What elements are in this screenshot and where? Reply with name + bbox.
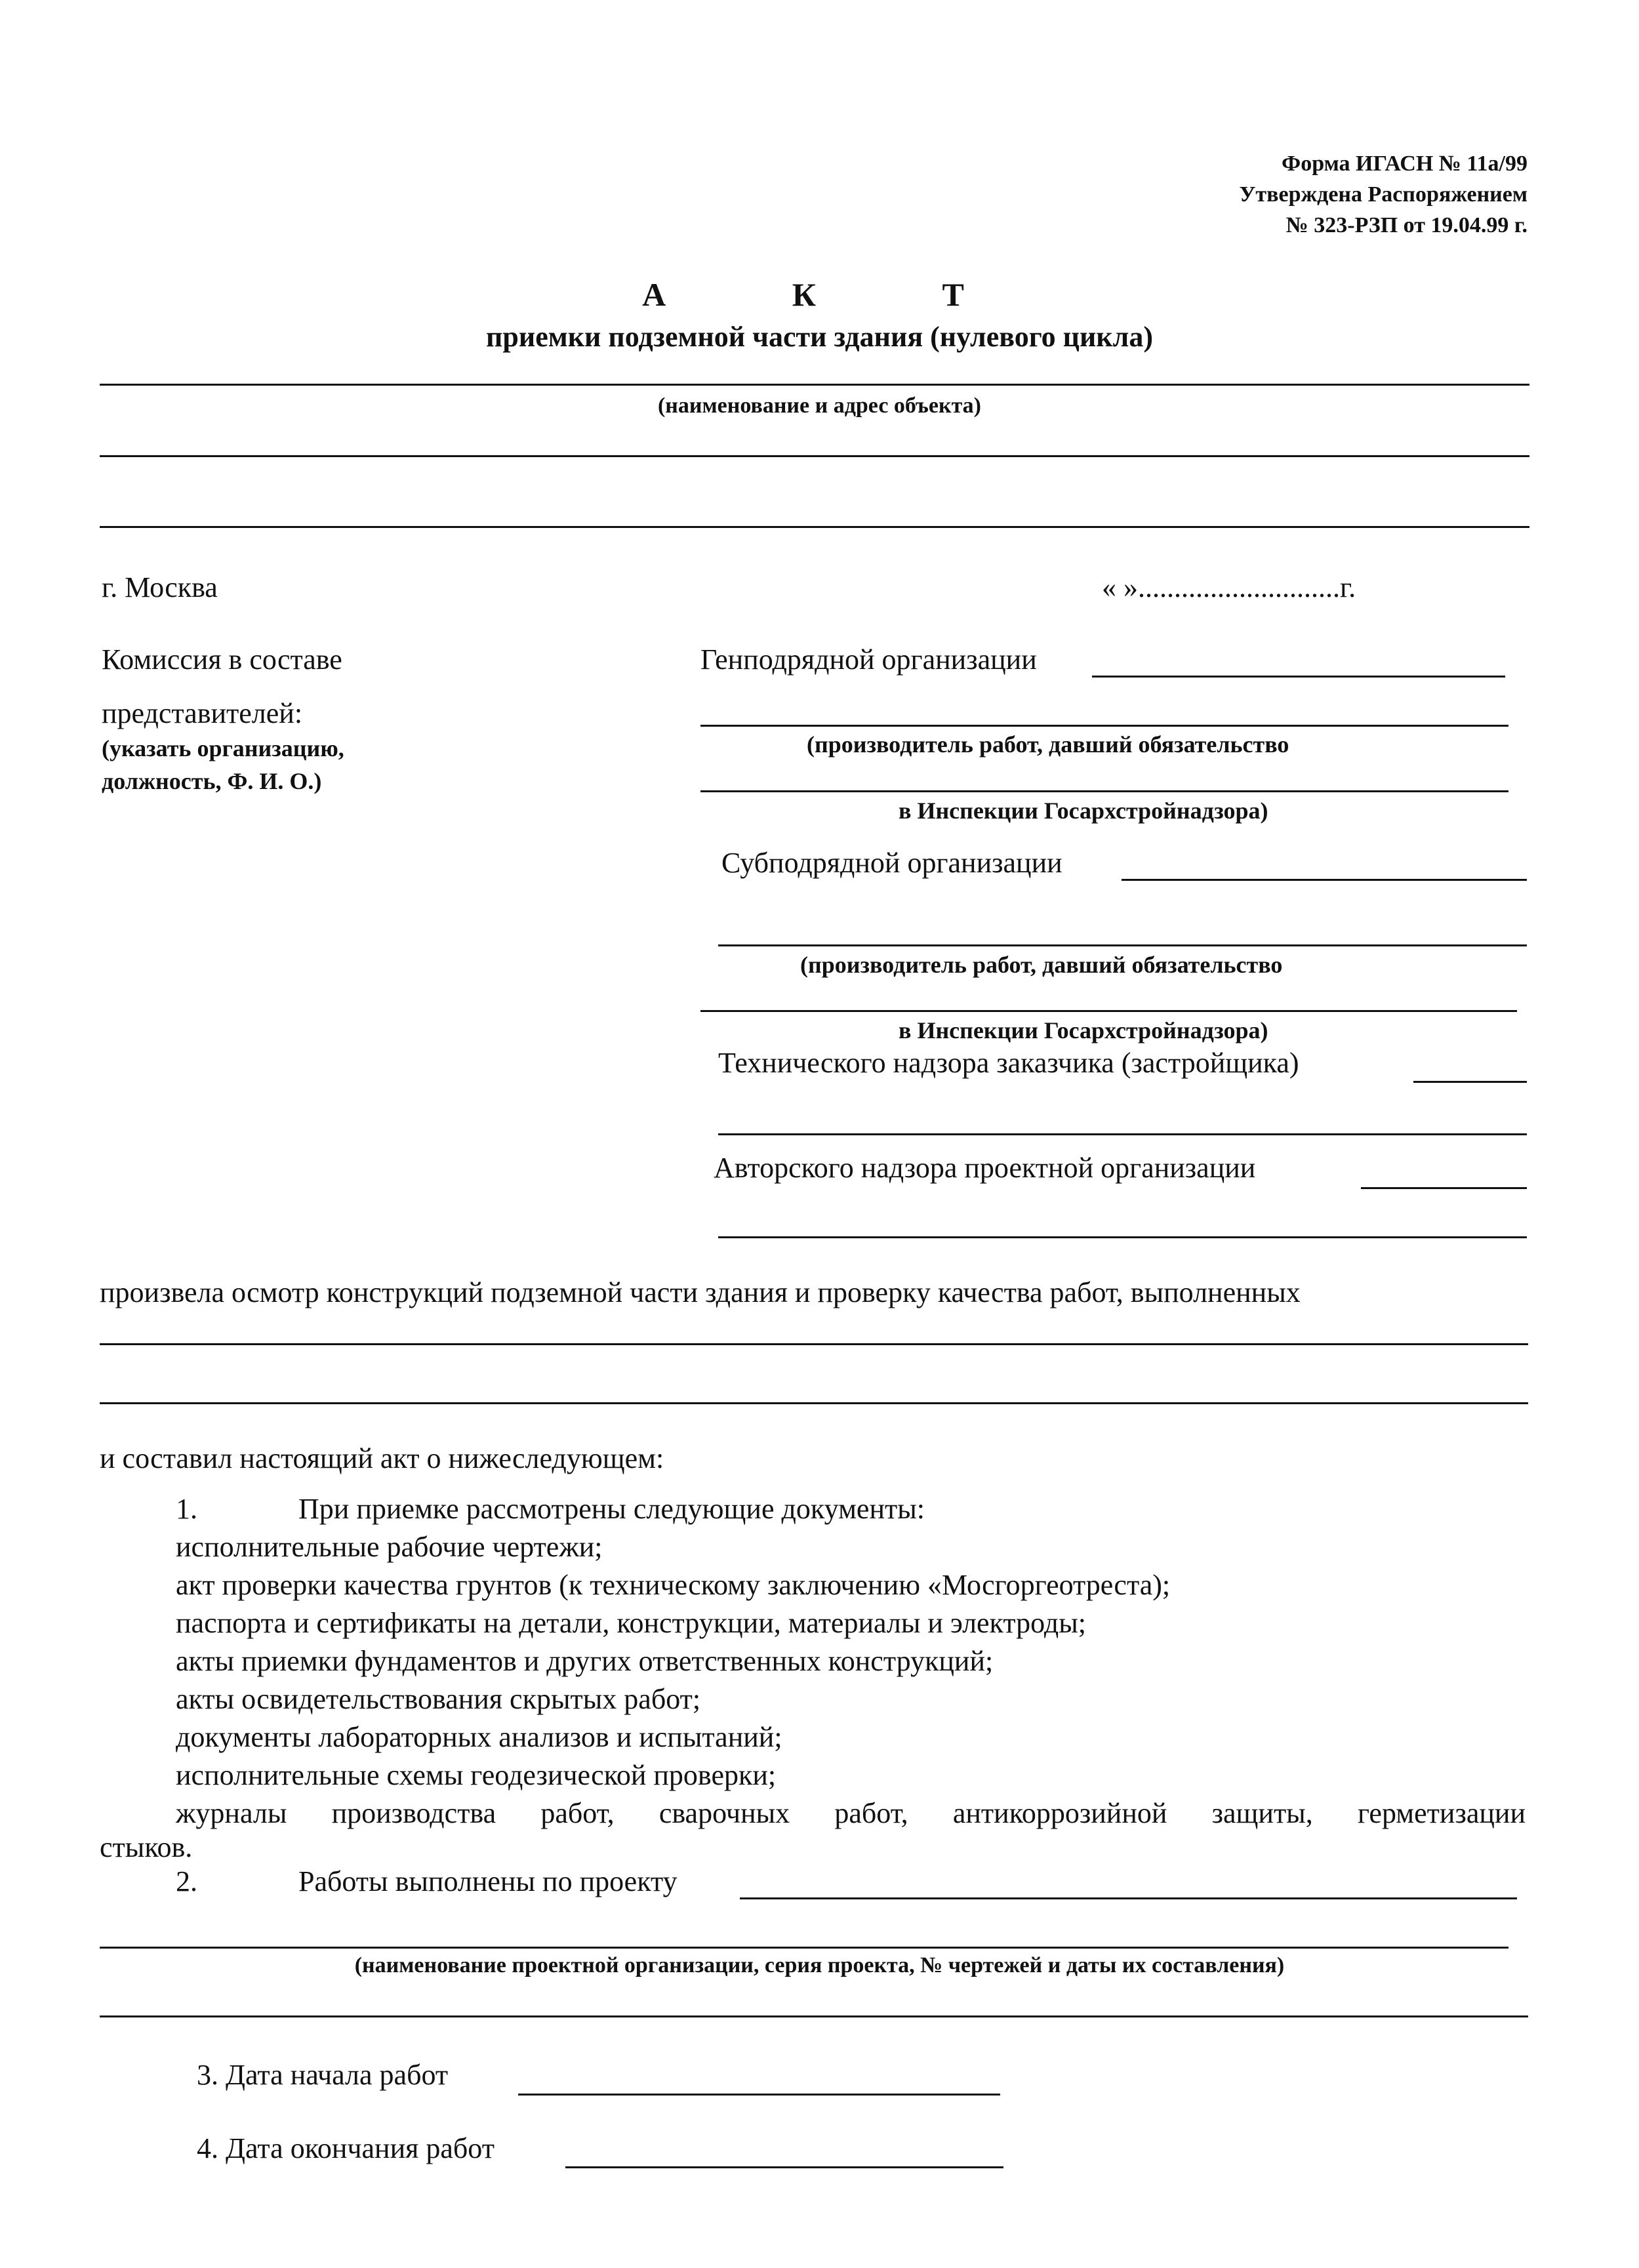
order-line: № 323-РЗП от 19.04.99 г. (1285, 213, 1528, 237)
commission-label: Комиссия в составе (102, 643, 342, 676)
form-number: Форма ИГАСН № 11а/99 (1282, 152, 1528, 176)
project-line-3[interactable] (100, 2015, 1528, 2017)
date-field[interactable]: « »............................г. (1102, 571, 1356, 603)
journals-continuation: стыков. (100, 1831, 193, 1863)
document-subtitle: приемки подземной части здания (нулевого цикла) (486, 321, 1153, 353)
author-supervision-label: Авторского надзора проектной организации (714, 1152, 1256, 1184)
general-contractor-line-3[interactable] (700, 790, 1508, 792)
general-contractor-field[interactable] (1092, 676, 1505, 678)
author-supervision-line-2[interactable] (718, 1236, 1527, 1238)
representatives-label: представителей: (102, 697, 303, 729)
technical-supervision-label: Технического надзора заказчика (застройщика) (718, 1047, 1299, 1079)
start-date-field[interactable] (518, 2094, 1000, 2096)
doc-list-item: исполнительные рабочие чертежи; (176, 1531, 603, 1563)
technical-supervision-field[interactable] (1413, 1081, 1527, 1083)
subcontractor-caption-1: (производитель работ, давший обязательство (800, 952, 1283, 978)
contractor-line-2[interactable] (100, 1402, 1528, 1404)
project-caption: (наименование проектной организации, серия проекта, № чертежей и даты их составления) (354, 1953, 1285, 1977)
document-title: А К Т (642, 276, 1023, 313)
item-2-number: 2. (176, 1865, 197, 1897)
end-date-label: 4. Дата окончания работ (197, 2132, 495, 2164)
approval-line: Утверждена Распоряжением (1239, 182, 1528, 207)
start-date-label: 3. Дата начала работ (197, 2059, 449, 2091)
subcontractor-line-3[interactable] (700, 1010, 1517, 1012)
general-contractor-label: Генподрядной организации (700, 643, 1037, 676)
item-1-text: При приемке рассмотрены следующие документы: (298, 1493, 925, 1525)
subcontractor-line-2[interactable] (718, 944, 1527, 946)
city: г. Москва (102, 571, 218, 603)
item-2-text: Работы выполнены по проекту (298, 1865, 678, 1897)
item-1-number: 1. (176, 1493, 197, 1525)
general-contractor-caption-1: (производитель работ, давший обязательство (807, 731, 1289, 758)
object-name-line[interactable] (100, 384, 1529, 386)
object-caption: (наименование и адрес объекта) (657, 394, 982, 418)
representatives-hint-1: (указать организацию, (102, 735, 344, 761)
author-supervision-field[interactable] (1361, 1187, 1527, 1189)
act-intro: и составил настоящий акт о нижеследующем: (100, 1442, 664, 1474)
object-address-line-1[interactable] (100, 455, 1529, 457)
doc-list-item: паспорта и сертификаты на детали, конструкции, материалы и электроды; (176, 1607, 1087, 1639)
object-address-line-2[interactable] (100, 526, 1529, 528)
general-contractor-caption-2: в Инспекции Госархстройнадзора) (899, 798, 1268, 824)
technical-supervision-line-2[interactable] (718, 1133, 1527, 1135)
contractor-line-1[interactable] (100, 1343, 1528, 1345)
general-contractor-line-2[interactable] (700, 725, 1508, 727)
project-line-2[interactable] (100, 1947, 1508, 1949)
inspection-statement: произвела осмотр конструкций подземной части здания и проверку качества работ, выполненных (100, 1276, 1301, 1308)
representatives-hint-2: должность, Ф. И. О.) (102, 768, 322, 794)
subcontractor-label: Субподрядной организации (721, 847, 1062, 879)
doc-list-item: исполнительные схемы геодезической проверки; (176, 1759, 777, 1791)
doc-list-item: документы лабораторных анализов и испытаний; (176, 1721, 782, 1753)
doc-list-item: акты приемки фундаментов и других ответственных конструкций; (176, 1645, 994, 1677)
journals-line: журналы производства работ, сварочных работ, антикоррозийной защиты, герметизации (176, 1797, 1526, 1829)
end-date-field[interactable] (565, 2166, 1003, 2168)
project-field[interactable] (740, 1897, 1517, 1899)
subcontractor-caption-2: в Инспекции Госархстройнадзора) (899, 1017, 1268, 1043)
subcontractor-field[interactable] (1122, 879, 1527, 881)
doc-list-item: акты освидетельствования скрытых работ; (176, 1683, 701, 1715)
doc-list-item: акт проверки качества грунтов (к техническому заключению «Мосгоргеотреста); (176, 1569, 1171, 1601)
